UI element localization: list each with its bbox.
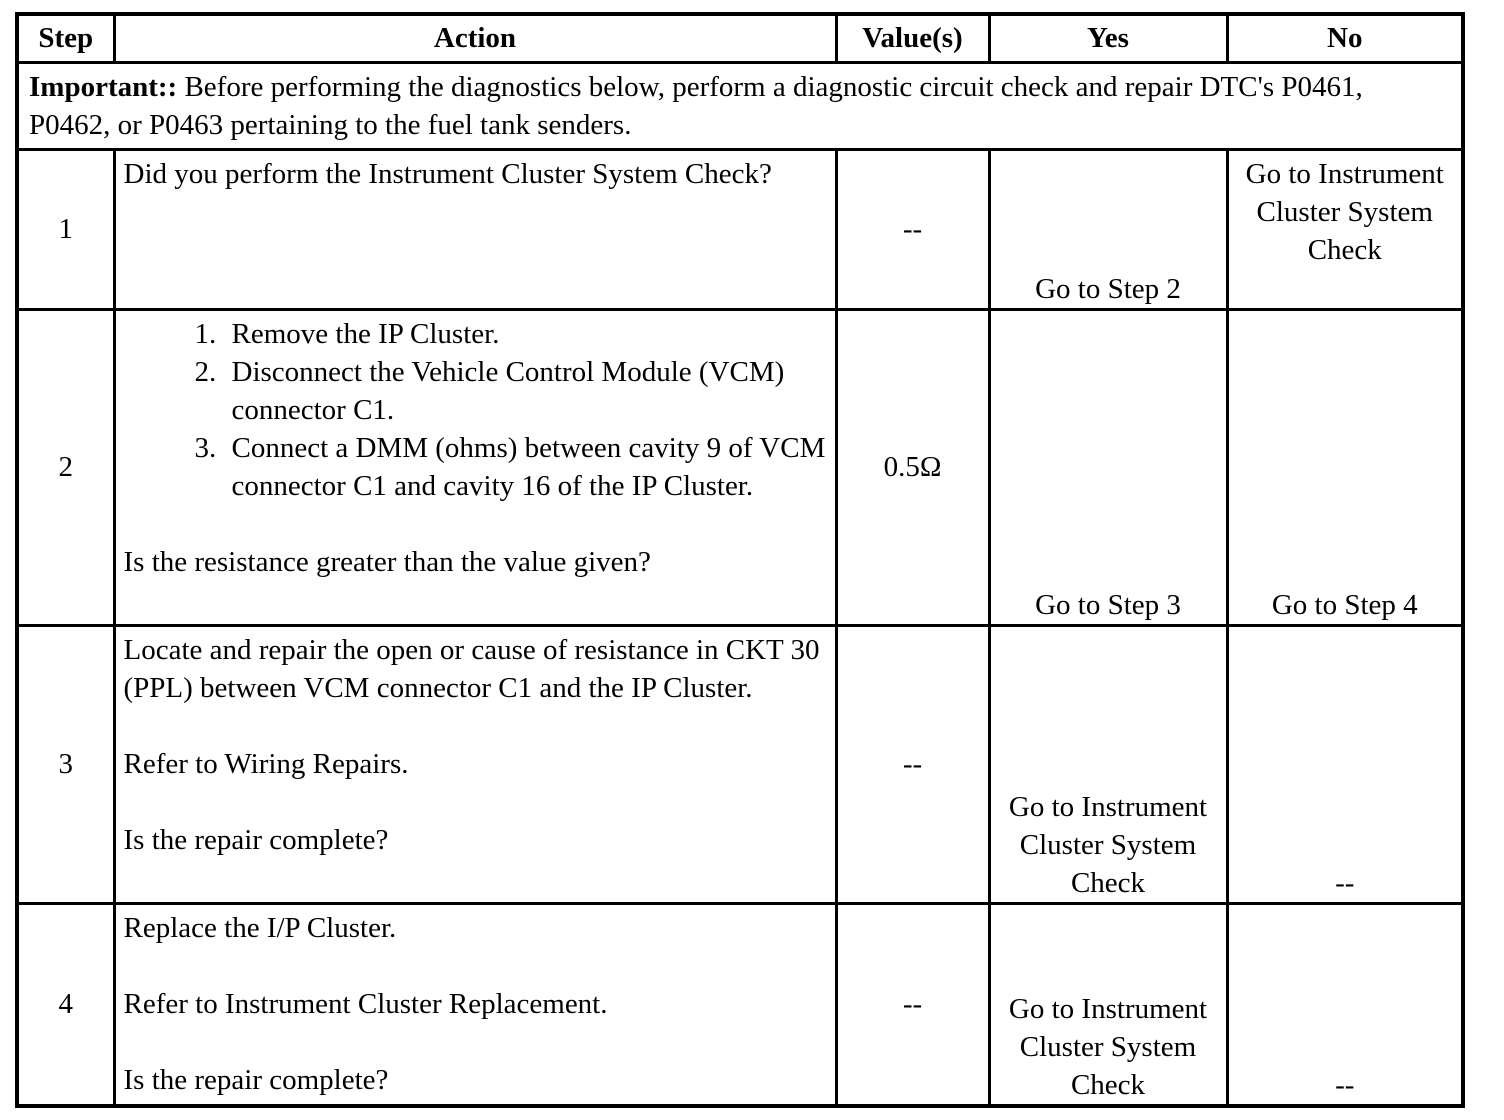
no-cell: Go to Instrument Cluster System Check — [1227, 149, 1463, 309]
table-row — [17, 625, 1463, 903]
step-number: 1 — [17, 149, 114, 309]
header-yes: Yes — [989, 14, 1227, 62]
action-list — [124, 315, 827, 505]
action-cell — [114, 903, 836, 1106]
value-cell: -- — [836, 903, 989, 1106]
value-cell: -- — [836, 625, 989, 903]
table-row — [17, 149, 1463, 309]
step-number: 4 — [17, 903, 114, 1106]
action-text: Replace the I/P Cluster. — [123, 911, 397, 944]
action-question: Is the resistance greater than the value given? — [123, 545, 651, 578]
action-question: Is the repair complete? — [123, 1063, 389, 1096]
important-label: Important:: — [29, 70, 178, 103]
action-question: Is the repair complete? — [123, 823, 389, 856]
list-item: 1. Remove the IP Cluster. — [224, 315, 827, 353]
no-cell: -- — [1227, 903, 1463, 1106]
header-row — [17, 14, 1463, 62]
important-note — [17, 62, 1463, 149]
value-cell: 0.5Ω — [836, 309, 989, 625]
action-text: Did you perform the Instrument Cluster System Check? — [123, 157, 772, 190]
list-item: 3. Connect a DMM (ohms) between cavity 9 of VCM connector C1 and cavity 16 of the IP Cluster. — [224, 429, 827, 505]
action-cell — [114, 625, 836, 903]
action-reference: Refer to Wiring Repairs. — [123, 747, 409, 780]
action-text: Locate and repair the open or cause of resistance in CKT 30 (PPL) between VCM connector C1 and the IP Cluster. — [123, 633, 820, 704]
header-step: Step — [17, 14, 114, 62]
header-values: Value(s) — [836, 14, 989, 62]
no-cell: -- — [1227, 625, 1463, 903]
table-row — [17, 903, 1463, 1106]
important-text: Before performing the diagnostics below, perform a diagnostic circuit check and repair DTC's P0461, P0462, or P0463 pertaining to the fuel tank senders. — [29, 70, 1363, 141]
no-cell: Go to Step 4 — [1227, 309, 1463, 625]
yes-cell: Go to Instrument Cluster System Check — [989, 903, 1227, 1106]
value-cell: -- — [836, 149, 989, 309]
diagnostic-table — [15, 12, 1465, 1108]
table-row — [17, 309, 1463, 625]
important-row — [17, 62, 1463, 149]
yes-cell: Go to Instrument Cluster System Check — [989, 625, 1227, 903]
action-cell — [114, 309, 836, 625]
header-action: Action — [114, 14, 836, 62]
step-number: 3 — [17, 625, 114, 903]
action-reference: Refer to Instrument Cluster Replacement. — [123, 987, 608, 1020]
step-number: 2 — [17, 309, 114, 625]
header-no: No — [1227, 14, 1463, 62]
list-item: 2. Disconnect the Vehicle Control Module (VCM) connector C1. — [224, 353, 827, 429]
action-cell — [114, 149, 836, 309]
yes-cell: Go to Step 3 — [989, 309, 1227, 625]
yes-cell: Go to Step 2 — [989, 149, 1227, 309]
